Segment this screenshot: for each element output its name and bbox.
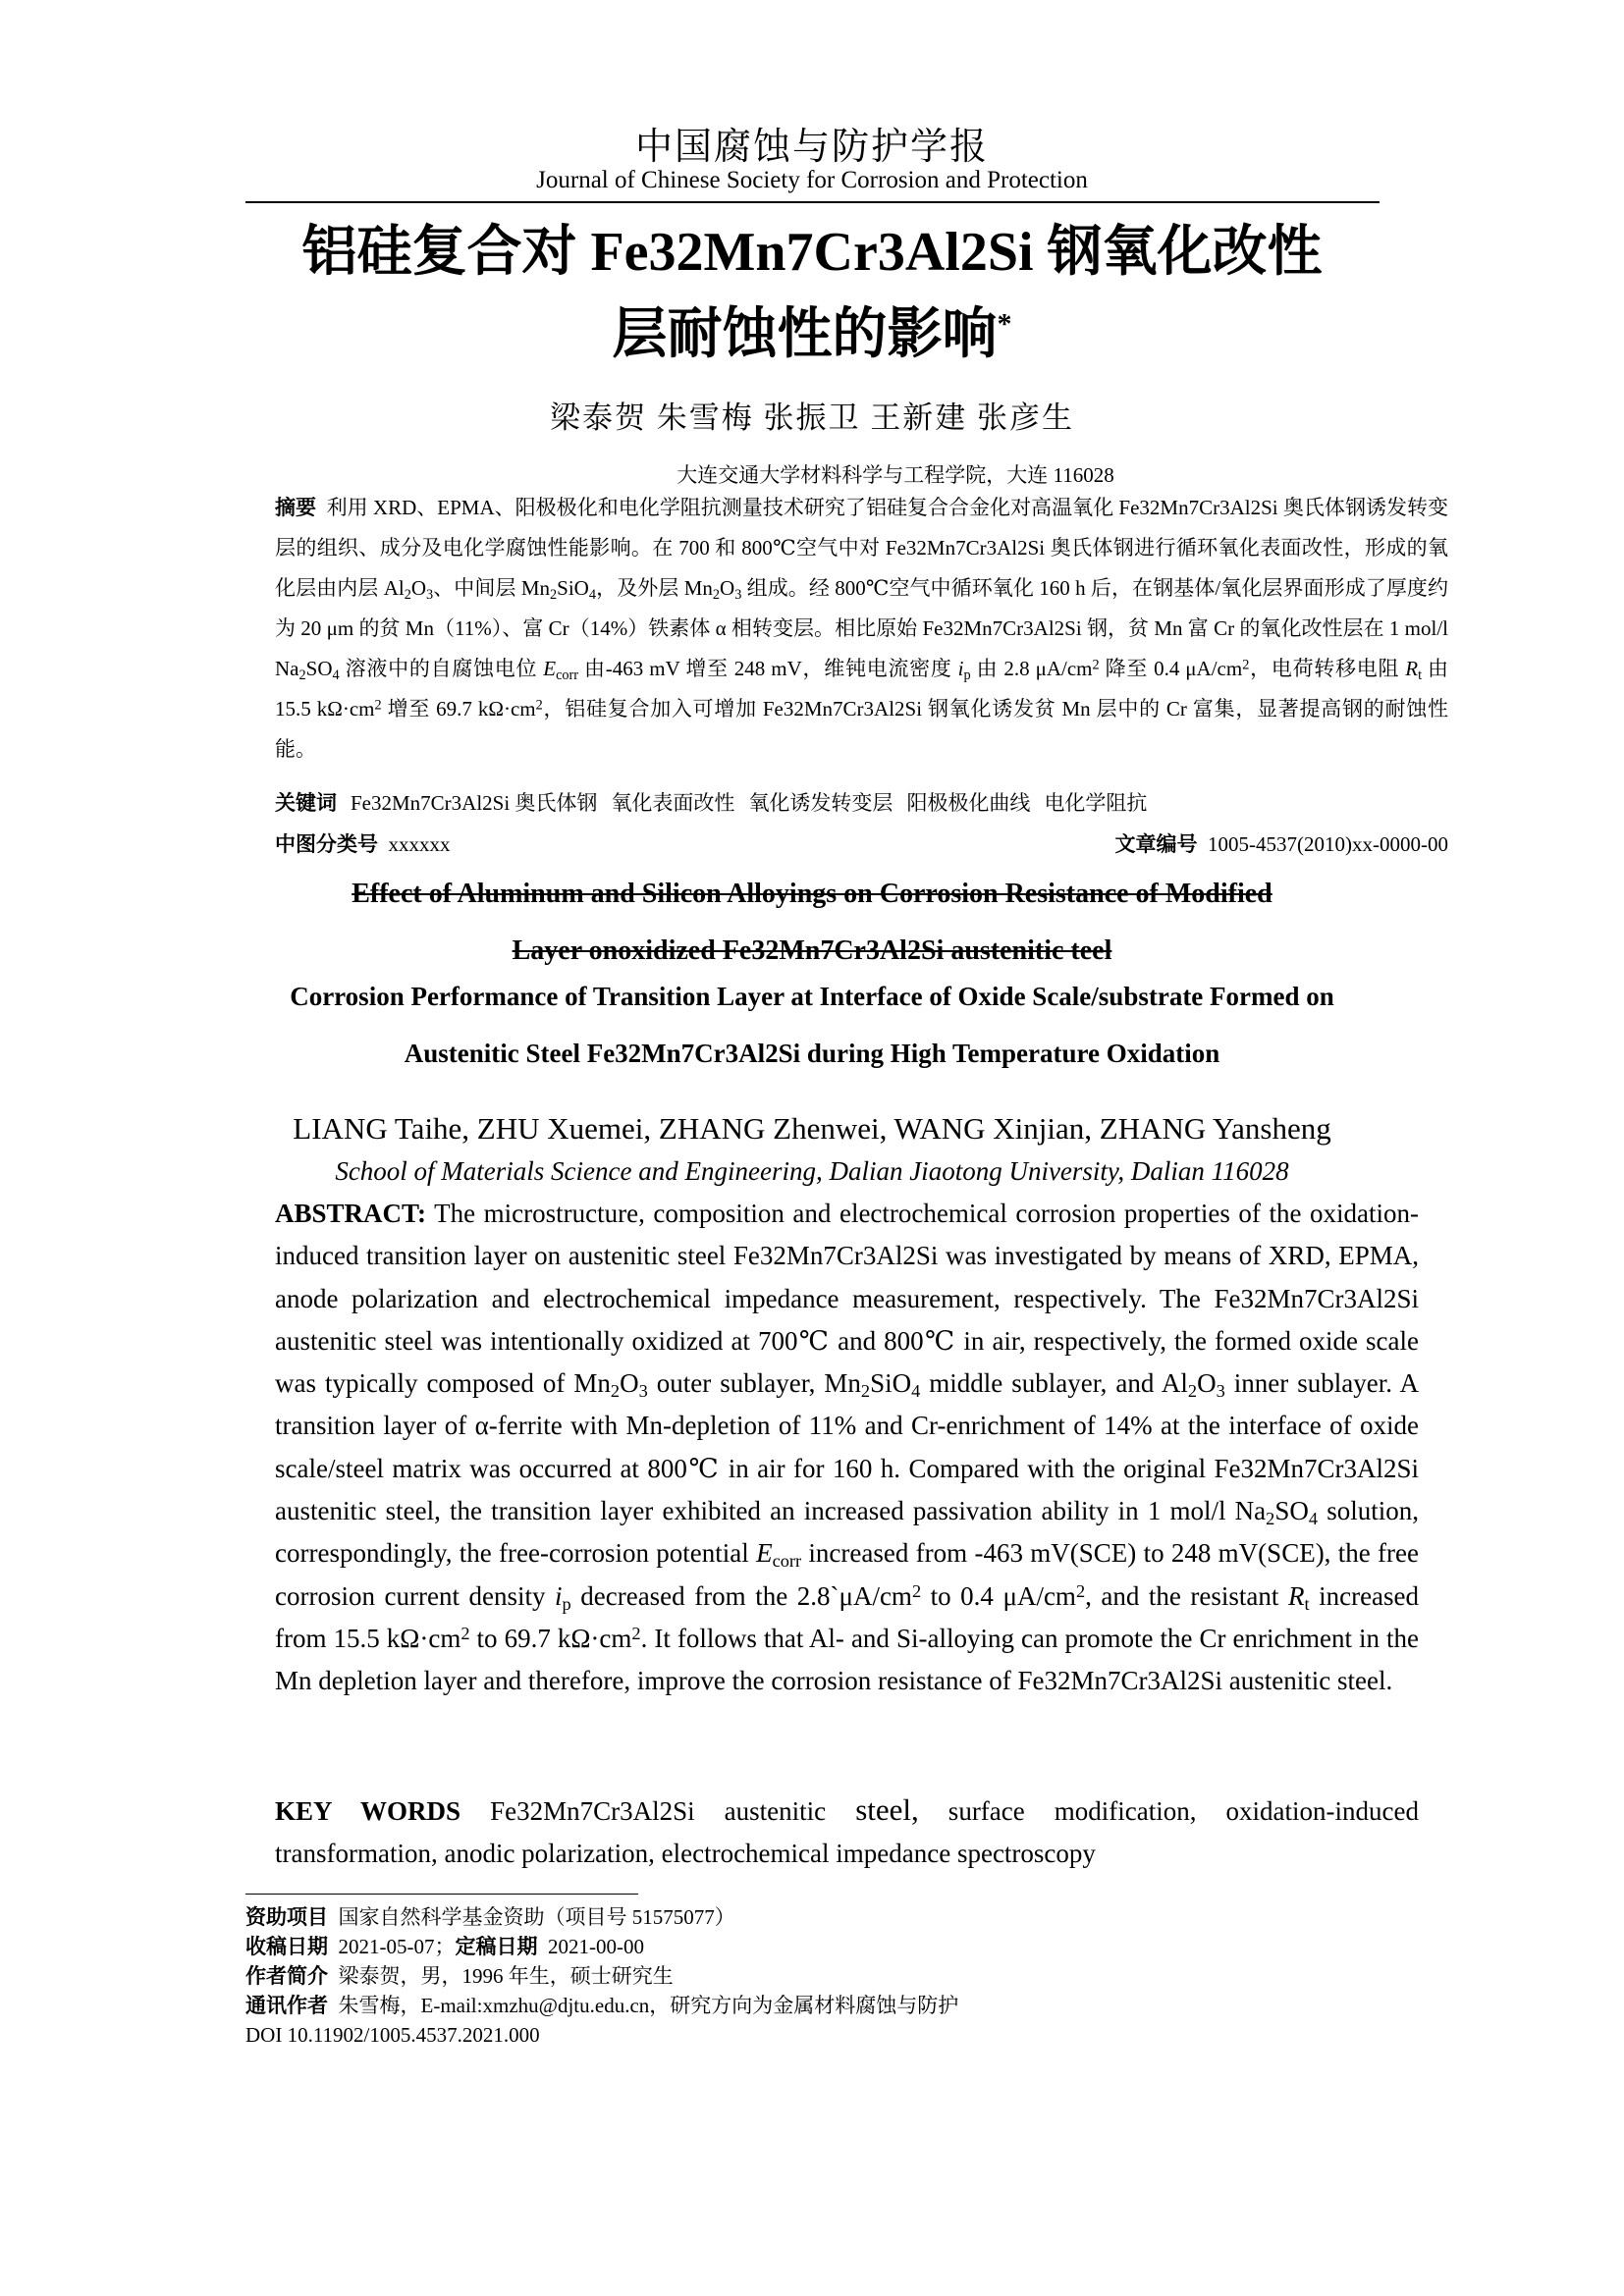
keywords-cn — [275, 783, 1448, 824]
footnote-rule — [245, 1894, 638, 1895]
keyword-cn: 氧化表面改性 — [611, 791, 735, 815]
paper-title-cn — [0, 211, 1624, 376]
keyword-cn: 阳极极化曲线 — [906, 791, 1031, 815]
keywords-en: KEY WORDS Fe32Mn7Cr3Al2Si austenitic steel, surface modification, oxidation-induced transformation, anodic polarization, electrochemical impedance spectroscopy — [275, 1792, 1419, 1868]
struck-title-line-1: Effect of Aluminum and Silicon Alloyings on Corrosion Resistance of Modified — [352, 879, 1272, 909]
keyword-cn: 氧化诱发转变层 — [748, 791, 893, 815]
affiliation-en: School of Materials Science and Engineering, Dalian Jiaotong University, Dalian 116028 — [335, 1156, 1289, 1186]
keywords-en-label: KEY WORDS — [275, 1796, 461, 1826]
title-line-1: 铝硅复合对 Fe32Mn7Cr3Al2Si 钢氧化改性 — [301, 222, 1323, 283]
classification-row — [275, 825, 1448, 865]
struck-title-line-2: Layer onoxidized Fe32Mn7Cr3Al2Si austenitic teel — [512, 935, 1112, 966]
abstract-cn-label: 摘要 — [275, 496, 317, 519]
footnote-author: 作者简介 梁泰贺，男，1996 年生，硕士研究生 — [245, 1964, 674, 1988]
article-number-value: 1005-4537(2010)xx-0000-00 — [1208, 832, 1448, 856]
title-line-2 — [0, 294, 1624, 376]
title-en-line-1: Corrosion Performance of Transition Layer at Interface of Oxide Scale/substrate Formed on — [290, 982, 1334, 1011]
footnote-doi: DOI 10.11902/1005.4537.2021.000 — [245, 2023, 540, 2047]
title-line-2-text: 层耐蚀性的影响 — [612, 304, 998, 365]
funding-mark: * — [997, 307, 1012, 341]
clc-value: xxxxxx — [388, 832, 451, 856]
footnote-funding: 资助项目 国家自然科学基金资助（项目号 51575077） — [245, 1905, 735, 1929]
article-number — [1115, 825, 1448, 865]
keywords-cn-label: 关键词 — [275, 791, 337, 815]
authors-cn: 梁泰贺 朱雪梅 张振卫 王新建 张彦生 — [550, 400, 1074, 435]
abstract-en: ABSTRACT: The microstructure, composition and electrochemical corrosion properties of the oxidation-induced transition layer on austenitic steel Fe32Mn7Cr3Al2Si was investigated by means of XRD, EPMA, anode polarization and electrochemical impedance measurement, respectively. The Fe32Mn7Cr3Al2Si austenitic steel was intentionally oxidized at 700℃ and 800℃ in air, respectively, the formed oxide scale was typically composed of $Mn_2O_3$ outer sublayer, $Mn_2SiO_4$ middle sublayer, and $Al_2O_3$ inner sublayer. A transition layer of α-ferrite with Mn-depletion of 11% and Cr-enrichment of 14% at the interface of oxide scale/steel matrix was occurred at 800℃ in air for 160 h. Compared with the original Fe32Mn7Cr3Al2Si austenitic steel, the transition layer exhibited an increased passivation ability in 1 mol/l $Na_2SO_4$ solution, correspondingly, the free-corrosion potential $E_{corr}$ increased from -463 mV(SCE) to 248 mV(SCE), the free corrosion current density $i_p$ decreased from the $2.8`\mu A/cm^2$ to 0.4 $\mu A/cm^2$, and the resistant $R_t$ increased from 15.5 $k\Omega\cdot cm^2$ to 69.7 $k\Omega\cdot cm^2$. It follows that Al- and Si-alloying can promote the Cr enrichment in the Mn depletion layer and therefore, improve the corrosion resistance of Fe32Mn7Cr3Al2Si austenitic steel. — [275, 1199, 1420, 1696]
header-rule — [245, 201, 1380, 203]
keyword-cn: Fe32Mn7Cr3Al2Si 奥氏体钢 — [351, 791, 598, 815]
affiliation-cn: 大连交通大学材料科学与工程学院，大连 116028 — [677, 463, 1114, 487]
journal-name-en: Journal of Chinese Society for Corrosion and Protection — [536, 167, 1088, 193]
clc-label: 中图分类号 — [275, 832, 378, 856]
abstract-en-label: ABSTRACT: — [275, 1199, 427, 1228]
journal-name-cn: 中国腐蚀与防护学报 — [634, 127, 989, 168]
keyword-cn: 电化学阻抗 — [1044, 791, 1148, 815]
paper-title-en — [0, 968, 1624, 1082]
title-en-line-2: Austenitic Steel Fe32Mn7Cr3Al2Si during High Temperature Oxidation — [404, 1039, 1220, 1068]
authors-en: LIANG Taihe, ZHU Xuemei, ZHANG Zhenwei, WANG Xinjian, ZHANG Yansheng — [293, 1111, 1331, 1146]
footnote-corresponding: 通讯作者 朱雪梅，E-mail:xmzhu@djtu.edu.cn，研究方向为金属材料腐蚀与防护 — [245, 1994, 959, 2017]
footnote-dates: 收稿日期 2021-05-07；定稿日期 2021-00-00 — [245, 1935, 644, 1958]
struck-title-en — [0, 866, 1624, 980]
article-number-label: 文章编号 — [1114, 832, 1198, 856]
abstract-cn: 摘要 利用 XRD、EPMA、阳极极化和电化学阻抗测量技术研究了铝硅复合合金化对高温氧化 Fe32Mn7Cr3Al2Si 奥氏体钢诱发转变层的组织、成分及电化学腐蚀性能影响。在 700 和 800℃空气中对 Fe32Mn7Cr3Al2Si 奥氏体钢进行循环氧化表面改性，形成的氧化层由内层 $Al_2O_3$、中间层 $Mn_2SiO_4$，及外层 $Mn_2O_3$ 组成。经 800℃空气中循环氧化 160 h 后，在钢基体/氧化层界面形成了厚度约为 20 μm 的贫 Mn（11%）、富 Cr（14%）铁素体 α 相转变层。相比原始 Fe32Mn7Cr3Al2Si 钢，贫 Mn 富 Cr 的氧化改性层在 1 mol/l $Na_2SO_4$ 溶液中的自腐蚀电位 $E_{corr}$ 由-463 mV 增至 248 mV，维钝电流密度 $i_p$ 由 2.8 $\mu A/cm^2$ 降至 0.4 $\mu A/cm^2$，电荷转移电阻 $R_t$ 由 15.5 $k\Omega\cdot cm^2$ 增至 69.7 $k\Omega\cdot cm^2$，铝硅复合加入可增加 Fe32Mn7Cr3Al2Si 钢氧化诱发贫 Mn 层中的 Cr 富集，显著提高钢的耐蚀性能。 — [275, 496, 1449, 761]
